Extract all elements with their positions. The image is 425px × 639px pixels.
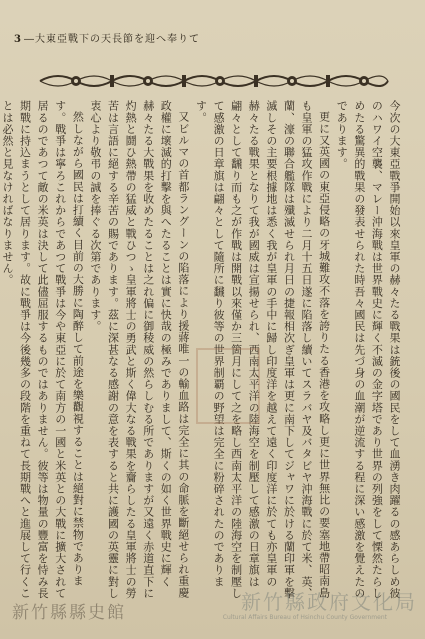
paragraph-4: 然しながら國民は打續く目前の大勝に陶醉して前途を樂觀視することは絕對に禁物であります。戰爭は寧ろこれからであつて戰爭は今や東亞に於て南方の一國と米英との大戰に擴大されて居るのであつて敵の米英は決して此儘屈服するものではありません。彼等は物量の豐富を恃み長期戰に持込まうとして居ります。故に戰爭は今後幾多の段階を重ねて長期戰へと進展して行くことは必然と見なければなりません。 <box>0 100 85 599</box>
county-history-watermark: 新竹縣縣史館 <box>12 603 126 623</box>
running-header <box>14 30 254 50</box>
paragraph-3: 又ビルマの首都ラングーンの陷落により援蔣唯一の輸血路は完全に其の命脈を斷絕せられ重慶政權に壞滅的打擊を與へたることは實に快哉の極みでありまして、斯くの如く世界戰史に輝く赫々たる大戰果を收めたることは之れ偏に御稜威の然らしむる所でありますが又遠く赤道直下に灼熱と鬪ひ熱帶の猛威と戰ひつゝ皇軍將士の勇武と斯く偉大なる戰果を齎らしたる皇軍將士の勞苦は言語に絕する辛苦の賜であります。茲に深甚なる感謝の意を表すると共に護國の英靈に對し衷心より敬弔の誠を捧ぐる次第であります。 <box>88 100 190 599</box>
paragraph-2: 更に又英國の東亞侵略の牙城難攻不落を誇りたる香港を攻略し更に世界無比の要塞地帶昭南島も皇軍の猛攻作戰により二月十五日遂に陷落し續いてスラバヤ及バタビヤ沖海戰に於て米、英、蘭、濠の聯合艦隊は殲滅せられ月日の捷報相次ぎ皇軍は更に南下してジャワに於ける蘭印軍を擊滅しその主要根據地は悉く我が皇軍の手中に歸し印度洋を越えて遠く印度洋に於ても亦皇軍の赫々たる戰果となりて我が國威は宣揚せられ、西南太平洋の陸海空を制壓して感激の日章旗は翩々として飜り而も之が作戰は開戰以來僅か三箇月にして之を略し西南太平洋の陸海空を制壓して感激の日章旗は翩々として隨所に飜り彼等の世界制覇の野望は完全に粉碎されたのであります。 <box>194 100 331 599</box>
page-number: 3 <box>14 34 22 45</box>
culture-bureau-watermark <box>167 590 417 634</box>
running-title: ―大東亞戰下の天長節を迎へ奉りて <box>23 34 200 45</box>
culture-bureau-watermark-title: 新竹縣政府文化局 <box>241 590 417 614</box>
paragraph-1: 今次の大東亞戰爭開始以來皇軍の赫々たる戰果は銃後の國民をして血湧き肉躍るの感あらしめ彼のハワイ空襲、マレー沖海戰は世界戰史に輝く不滅の金字塔であり世界の列強をして慄然たらしめたる驚異的戰果の發表せられた時吾々國民は先づ身の血潮が逆流する程に深い感激を覺えたのであります。 <box>335 100 401 599</box>
faded-seal-stamp <box>196 348 260 424</box>
culture-bureau-watermark-subtitle: Cultural Affairs Bureau of Hsinchu County Government <box>222 614 387 621</box>
decorative-border-ornament <box>36 66 392 96</box>
